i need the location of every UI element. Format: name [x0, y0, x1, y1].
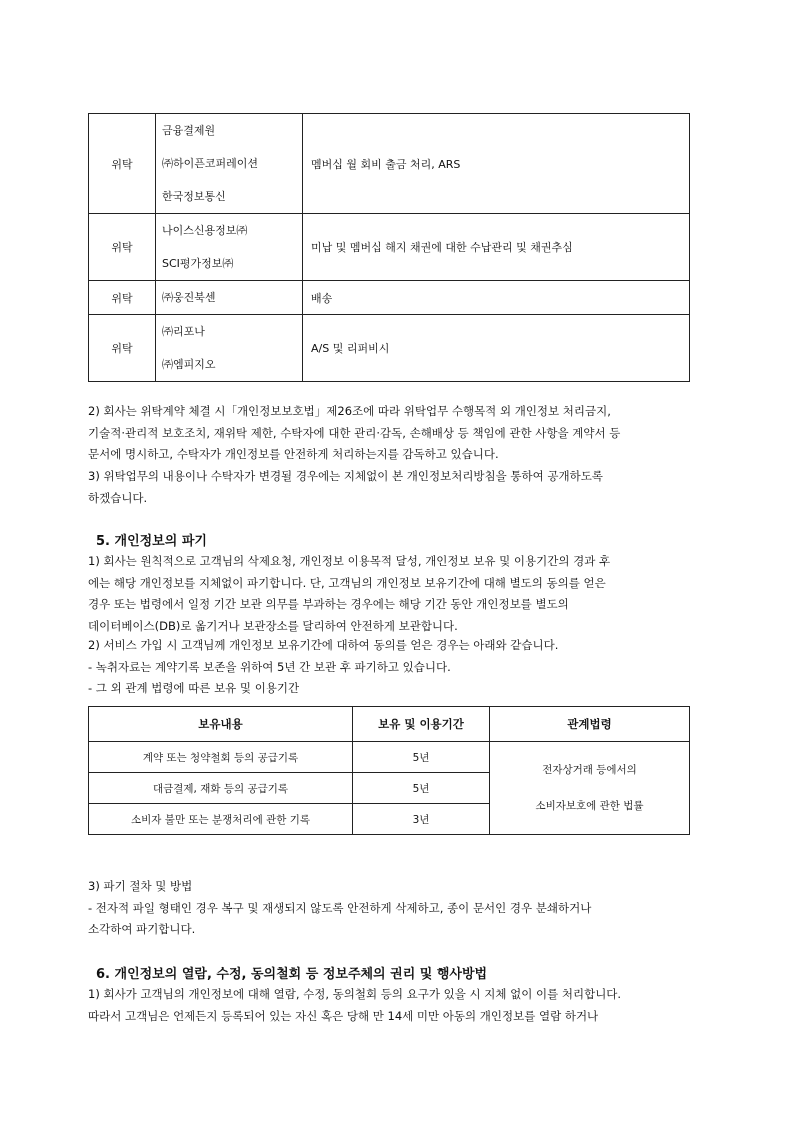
section-5-heading: 5. 개인정보의 파기: [96, 534, 207, 549]
consign-companies: [156, 214, 303, 281]
text-line: 2) 회사는 위탁계약 체결 시「개인정보보호법」제26조에 따라 위탁업무 수행목적 외 개인정보 처리금지,: [88, 404, 611, 418]
company-name: ㈜리포나: [162, 325, 205, 338]
retention-table: [88, 706, 690, 835]
text-line: 1) 회사가 고객님의 개인정보에 대해 열람, 수정, 동의철회 등의 요구가 있을 시 지체 없이 이를 처리합니다.: [88, 987, 622, 1001]
consign-task: 멤버십 월 회비 출금 처리, ARS: [303, 114, 690, 214]
text-line: - 전자적 파일 형태인 경우 복구 및 재생되지 않도록 안전하게 삭제하고, 종이 문서인 경우 분쇄하거나: [88, 900, 592, 915]
text-line: 따라서 고객님은 언제든지 등록되어 있는 자신 혹은 당해 만 14세 미만 아동의 개인정보를 열람 하거나: [88, 1008, 599, 1023]
law-line: 소비자보호에 관한 법률: [535, 800, 644, 812]
destruction-paragraph: [88, 551, 698, 637]
retention-content: 계약 또는 청약철회 등의 공급기록: [89, 742, 353, 773]
consign-type: 위탁: [89, 114, 156, 214]
section-6-heading: 6. 개인정보의 열람, 수정, 동의철회 등 정보주체의 권리 및 행사방법: [96, 967, 488, 982]
text-line: 2) 서비스 가입 시 고객님께 개인정보 보유기간에 대하여 동의를 얻은 경우는 아래와 같습니다.: [88, 638, 559, 652]
table-row: [89, 315, 690, 382]
consign-contract-paragraph: [88, 401, 698, 466]
consign-table: [88, 113, 690, 382]
company-name: 금융결제원: [162, 124, 216, 137]
header-period: 보유 및 이용기간: [353, 707, 490, 742]
header-law: 관계법령: [490, 707, 690, 742]
consign-task: 미납 및 멤버십 해지 채권에 대한 수납관리 및 채권추심: [303, 214, 690, 281]
consign-change-paragraph: [88, 466, 698, 509]
text-line: 에는 해당 개인정보를 지체없이 파기합니다. 단, 고객님의 개인정보 보유기간에 대해 별도의 동의를 얻은: [88, 575, 606, 590]
consign-task: 배송: [303, 281, 690, 315]
table-row: [89, 214, 690, 281]
rights-paragraph: [88, 984, 698, 1027]
text-line: 소각하여 파기합니다.: [88, 922, 196, 937]
law-line: 전자상거래 등에서의: [542, 764, 637, 776]
company-name: ㈜웅진북센: [162, 291, 216, 304]
consign-type: 위탁: [89, 214, 156, 281]
retention-period: 3년: [353, 804, 490, 835]
text-line: 기술적·관리적 보호조치, 재위탁 제한, 수탁자에 대한 관리·감독, 손해배상 등 책임에 관한 사항을 계약서 등: [88, 425, 621, 440]
header-content: 보유내용: [89, 707, 353, 742]
consign-type: 위탁: [89, 315, 156, 382]
text-line: - 그 외 관계 법령에 따른 보유 및 이용기간: [88, 681, 300, 696]
company-name: 나이스신용정보㈜: [162, 224, 248, 237]
text-line: 하겠습니다.: [88, 490, 148, 505]
retention-period: 5년: [353, 773, 490, 804]
text-line: 경우 또는 법령에서 일정 기간 보관 의무를 부과하는 경우에는 해당 기간 동안 개인정보를 별도의: [88, 597, 569, 612]
consign-companies: [156, 315, 303, 382]
table-row: [89, 114, 690, 214]
text-line: 데이터베이스(DB)로 옮기거나 보관장소를 달리하여 안전하게 보관합니다.: [88, 618, 458, 633]
consign-companies: [156, 281, 303, 315]
consign-task: A/S 및 리퍼비시: [303, 315, 690, 382]
text-line: - 녹취자료는 계약기록 보존을 위하여 5년 간 보관 후 파기하고 있습니다.: [88, 659, 451, 674]
table-row: [89, 281, 690, 315]
company-name: 한국정보통신: [162, 190, 226, 203]
retention-consent-paragraph: [88, 635, 698, 700]
retention-period: 5년: [353, 742, 490, 773]
table-row: [89, 742, 690, 773]
retention-content: 대금결제, 재화 등의 공급기록: [89, 773, 353, 804]
text-line: 3) 위탁업무의 내용이나 수탁자가 변경될 경우에는 지체없이 본 개인정보처리방침을 통하여 공개하도록: [88, 469, 603, 483]
consign-companies: [156, 114, 303, 214]
retention-content: 소비자 불만 또는 분쟁처리에 관한 기록: [89, 804, 353, 835]
destruction-method-paragraph: [88, 876, 698, 941]
consign-type: 위탁: [89, 281, 156, 315]
company-name: SCI평가정보㈜: [162, 257, 234, 270]
text-line: 3) 파기 절차 및 방법: [88, 879, 193, 893]
retention-law: [490, 742, 690, 835]
table-header-row: [89, 707, 690, 742]
company-name: ㈜엠피지오: [162, 358, 216, 371]
text-line: 1) 회사는 원칙적으로 고객님의 삭제요청, 개인정보 이용목적 달성, 개인정보 보유 및 이용기간의 경과 후: [88, 554, 611, 568]
text-line: 문서에 명시하고, 수탁자가 개인정보를 안전하게 처리하는지를 감독하고 있습니다.: [88, 447, 499, 462]
company-name: ㈜하이픈코퍼레이션: [162, 157, 259, 170]
